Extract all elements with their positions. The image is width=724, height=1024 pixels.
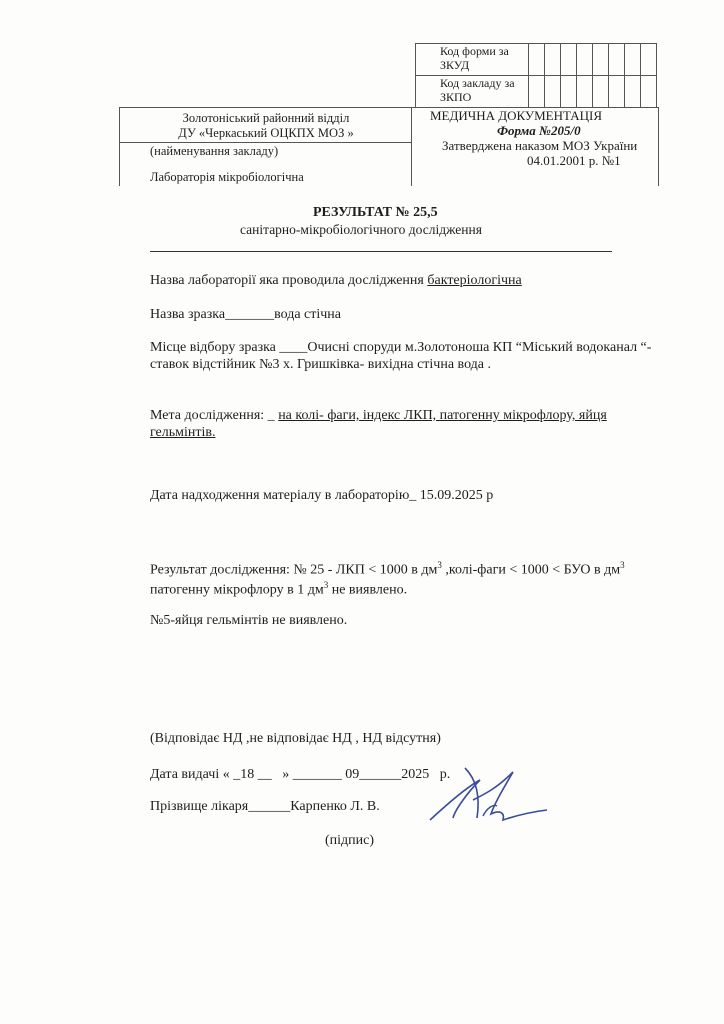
result-subtitle: санітарно-мікробіологічного дослідження <box>240 222 482 237</box>
code-cell <box>561 76 577 108</box>
lab-name-value: бактеріологічна <box>427 273 522 288</box>
medical-documentation: МЕДИЧНА ДОКУМЕНТАЦІЯ <box>430 108 603 123</box>
institution-box <box>119 107 412 186</box>
result-sup-1: 3 <box>437 560 442 570</box>
code-cell <box>609 44 625 76</box>
helminth-result: №5-яйця гельмінтів не виявлено. <box>150 613 348 628</box>
result-line1 <box>150 560 625 579</box>
code-cell <box>641 76 657 108</box>
place-value-line1: Очисні споруди м.Золотоноша КП “Міський водоканал “- <box>307 340 652 355</box>
code-cell <box>625 76 641 108</box>
code-cell <box>577 76 593 108</box>
result-line2b: не виявлено. <box>328 582 408 598</box>
form-info-box <box>411 107 659 186</box>
code-cell <box>529 76 545 108</box>
title-rule <box>150 251 612 252</box>
code-cell <box>577 44 593 76</box>
code-cell <box>529 44 545 76</box>
form-codes-table <box>415 43 657 108</box>
approval-order: Затверджена наказом МОЗ України <box>442 138 638 153</box>
date-received-label: Дата надходження матеріалу в лабораторію_ <box>150 488 420 503</box>
form-number: Форма №205/0 <box>497 123 581 138</box>
date-received-value: 15.09.2025 р <box>419 488 494 503</box>
signature-caption: (підпис) <box>325 833 375 848</box>
doctor-name: Прізвище лікаря______Карпенко Л. В. <box>150 799 380 814</box>
result-sup-3: 3 <box>323 580 329 590</box>
zkpo-label: Код закладу за ЗКПО <box>416 76 529 108</box>
result-part2: ,колі-фаги < 1000 < БУО в дм <box>441 562 621 578</box>
institution-caption: (найменування закладу) <box>150 144 279 158</box>
purpose-field <box>150 408 607 424</box>
code-cell <box>641 44 657 76</box>
code-cell <box>593 76 609 108</box>
laboratory-name: Лабораторія мікробіологічна <box>150 170 304 184</box>
purpose-value-line1: на колі- фаги, індекс ЛКП, патогенну мікрофлору, яйця <box>278 408 607 423</box>
code-cell <box>625 44 641 76</box>
issue-date: Дата видачі « _18 __ » _______ 09______2025 р. <box>150 767 451 782</box>
code-cell <box>609 76 625 108</box>
place-label: Місце відбору зразка ____ <box>150 340 308 355</box>
institution-line2: ДУ «Черкаський ОЦКПХ МОЗ » <box>178 126 354 140</box>
result-heading: РЕЗУЛЬТАТ № 25,5 <box>313 205 438 220</box>
place-value-line2: ставок відстійник №3 х. Гришківка- вихідна стічна вода . <box>150 357 492 372</box>
institution-line1: Золотоніський районний відділ <box>182 111 350 125</box>
code-cell <box>545 76 561 108</box>
date-received-field <box>150 488 493 504</box>
result-part1: № 25 - ЛКП < 1000 в дм <box>293 562 438 578</box>
lab-name-label: Назва лабораторії яка проводила дослідження <box>150 273 428 288</box>
sample-value: вода стічна <box>274 307 341 322</box>
lab-name-field <box>150 273 522 289</box>
signature-icon <box>425 758 555 833</box>
result-sup-2: 3 <box>620 560 625 570</box>
code-cell <box>545 44 561 76</box>
sample-field <box>150 307 341 323</box>
place-field <box>150 340 651 356</box>
compliance-options: (Відповідає НД ,не відповідає НД , НД відсутня) <box>150 731 441 746</box>
approval-date: 04.01.2001 р. №1 <box>527 153 621 168</box>
purpose-value-line2: гельмінтів. <box>150 425 216 440</box>
result-label: Результат дослідження: <box>150 562 294 578</box>
result-line2a: патогенну мікрофлору в 1 дм <box>150 582 324 598</box>
divider <box>120 142 412 143</box>
sample-label: Назва зразка_______ <box>150 307 275 322</box>
code-cell <box>593 44 609 76</box>
purpose-label: Мета дослідження: _ <box>150 408 279 423</box>
code-cell <box>561 44 577 76</box>
zkud-label: Код форми за ЗКУД <box>416 44 529 76</box>
result-line2 <box>150 580 407 599</box>
